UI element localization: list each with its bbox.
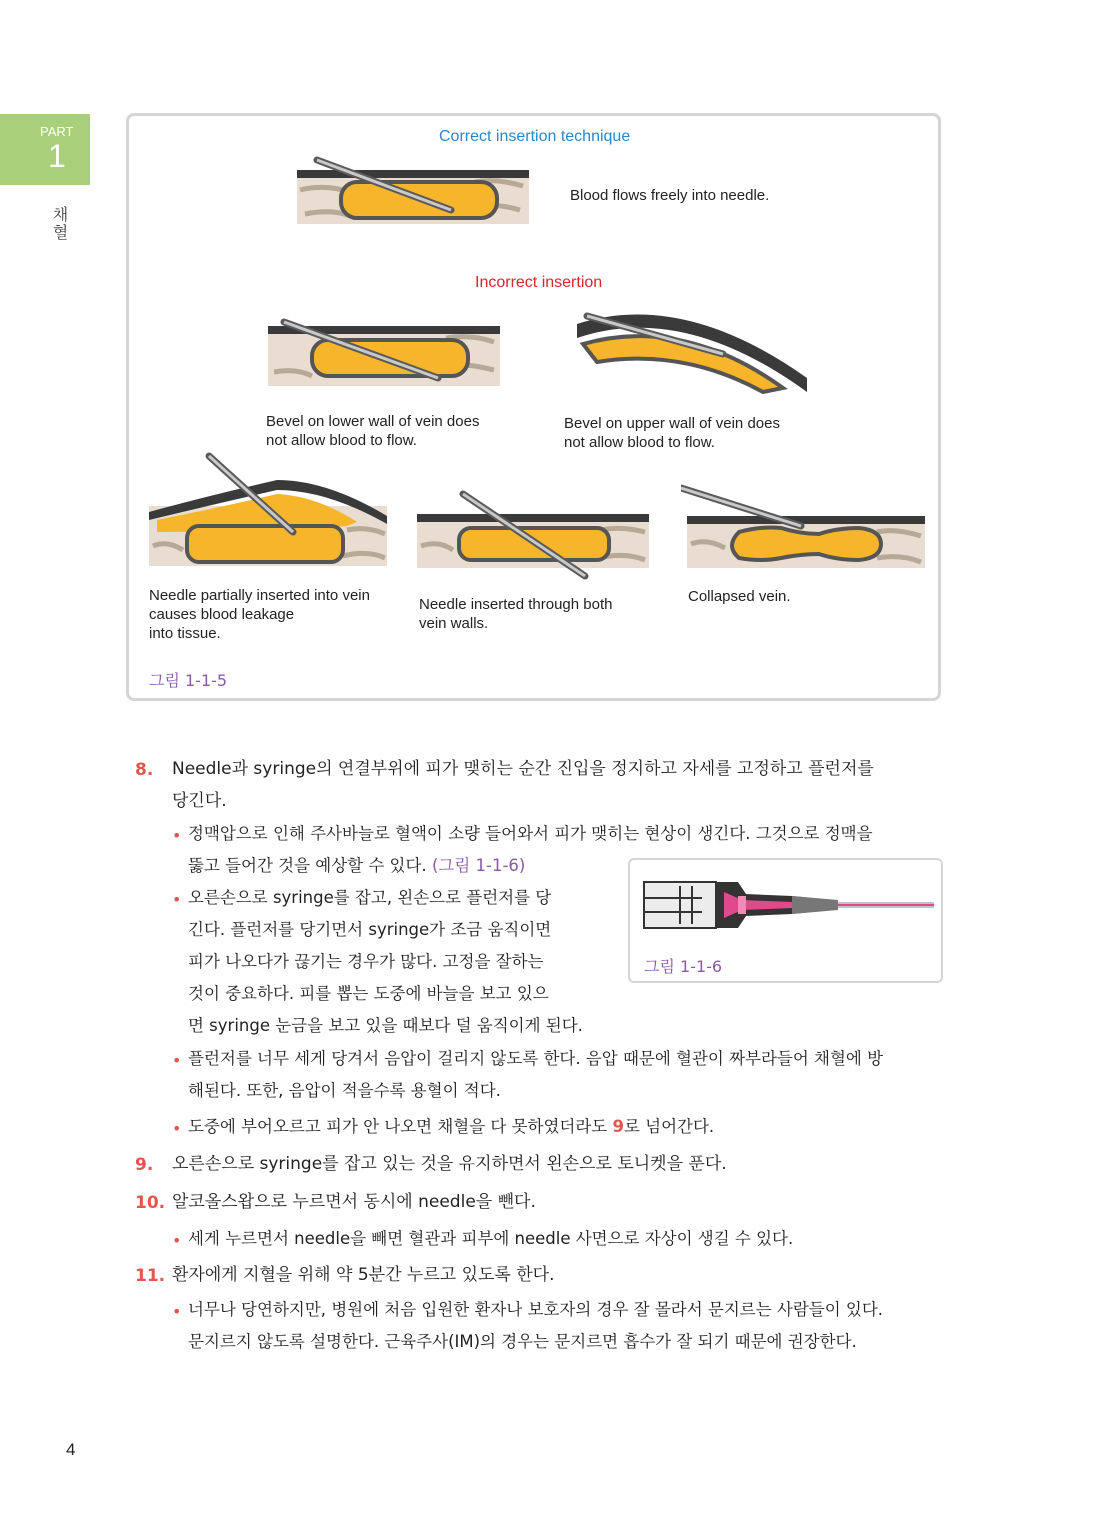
figure-insertion-techniques — [126, 113, 941, 701]
bullet-dot: • — [172, 1119, 182, 1138]
bullet-dot: • — [172, 1302, 182, 1321]
step-10-bullet-1: 세게 누르면서 needle을 빼면 혈관과 피부에 needle 사면으로 자상이 생길 수 있다. — [188, 1229, 794, 1248]
step-8-bullet-4-suffix: 로 넘어간다. — [623, 1117, 715, 1136]
step-8-bullet-3-line-2: 해된다. 또한, 음압이 적을수록 용혈이 적다. — [188, 1081, 501, 1100]
step-8-bullet-2-line-1: 오른손으로 syringe를 잡고, 왼손으로 플런저를 당 — [188, 888, 552, 907]
caption-correct: Blood flows freely into needle. — [570, 187, 770, 204]
step-number-10: 10. — [135, 1193, 166, 1213]
step-8-text — [172, 753, 874, 817]
illustration-through-both-walls — [415, 486, 651, 582]
caption-both-walls — [419, 595, 612, 633]
step-8-bullet-2-line-3: 피가 나오다가 끊기는 경우가 많다. 고정을 잘하는 — [188, 952, 544, 971]
step-11-bullet-1 — [188, 1294, 883, 1358]
caption-upper-wall — [564, 414, 780, 452]
correct-heading: Correct insertion technique — [439, 128, 631, 145]
part-number: 1 — [48, 138, 66, 174]
caption-lower-wall-line-2: not allow blood to flow. — [266, 432, 417, 449]
figure-label-1-1-5: 그림 1-1-5 — [149, 671, 228, 690]
step-8-bullet-3-line-1: 플런저를 너무 세게 당겨서 음압이 걸리지 않도록 한다. 음압 때문에 혈관이 짜부라들어 채혈에 방 — [188, 1049, 884, 1068]
caption-lower-wall-line-1: Bevel on lower wall of vein does — [266, 413, 480, 430]
figure-syringe — [628, 858, 943, 983]
step-8-bullet-4-text: 도중에 부어오르고 피가 안 나오면 채혈을 다 못하였더라도 — [188, 1117, 613, 1136]
step-8-bullet-2-line-4: 것이 중요하다. 피를 뽑는 도중에 바늘을 보고 있으 — [188, 984, 549, 1003]
caption-partial-line-3: into tissue. — [149, 625, 221, 642]
illustration-partial-insertion — [147, 446, 389, 570]
step-9-text: 오른손으로 syringe를 잡고 있는 것을 유지하면서 왼손으로 토니켓을 푼다. — [172, 1154, 727, 1174]
step-8-bullet-1-line-2: 뚫고 들어간 것을 예상할 수 있다. — [188, 856, 427, 875]
caption-partial-line-1: Needle partially inserted into vein — [149, 587, 370, 604]
bullet-dot: • — [172, 1051, 182, 1070]
step-11-text: 환자에게 지혈을 위해 약 5분간 누르고 있도록 한다. — [172, 1265, 555, 1285]
figure-label-1-1-6: 그림 1-1-6 — [644, 957, 723, 976]
caption-collapsed: Collapsed vein. — [688, 588, 791, 605]
step-8-bullet-2-line-2: 긴다. 플런저를 당기면서 syringe가 조금 움직이면 — [188, 920, 552, 939]
caption-upper-wall-line-1: Bevel on upper wall of vein does — [564, 415, 780, 432]
caption-partial — [149, 586, 370, 643]
step-reference-9: 9 — [612, 1117, 624, 1136]
caption-lower-wall — [266, 412, 479, 450]
bullet-dot: • — [172, 890, 182, 909]
bullet-dot: • — [172, 1231, 182, 1250]
bullet-dot: • — [172, 826, 182, 845]
part-label: PART — [40, 124, 74, 139]
caption-partial-line-2: causes blood leakage — [149, 606, 295, 623]
step-number-8: 8. — [135, 760, 154, 780]
step-10-text: 알코올스왑으로 누르면서 동시에 needle을 뺀다. — [172, 1192, 536, 1212]
caption-upper-wall-line-2: not allow blood to flow. — [564, 434, 715, 451]
chapter-title: 채혈 — [50, 206, 69, 242]
part-tab — [0, 114, 90, 182]
incorrect-heading: Incorrect insertion — [475, 274, 603, 291]
caption-both-walls-line-2: vein walls. — [419, 615, 489, 632]
step-11-bullet-1-line-1: 너무나 당연하지만, 병원에 처음 입원한 환자나 보호자의 경우 잘 몰라서 문지르는 사람들이 있다. — [188, 1300, 884, 1319]
step-8-bullet-2 — [188, 882, 583, 1042]
step-number-9: 9. — [135, 1155, 154, 1175]
step-11-bullet-1-line-2: 문지르지 않도록 설명한다. 근육주사(IM)의 경우는 문지르면 흡수가 잘 되기 때문에 권장한다. — [188, 1332, 857, 1351]
part-divider — [0, 182, 90, 185]
illustration-bevel-lower-wall — [266, 316, 502, 390]
step-8-bullet-2-line-5: 면 syringe 눈금을 보고 있을 때보다 덜 움직이게 된다. — [188, 1016, 583, 1035]
illustration-correct-insertion — [295, 156, 531, 230]
step-8-bullet-1-line-1: 정맥압으로 인해 주사바늘로 혈액이 소량 들어와서 피가 맺히는 현상이 생긴다. 그것으로 정맥을 — [188, 824, 873, 843]
illustration-syringe-needle — [642, 874, 937, 940]
page-number: 4 — [66, 1440, 76, 1459]
caption-both-walls-line-1: Needle inserted through both — [419, 596, 613, 613]
illustration-bevel-upper-wall — [573, 308, 811, 398]
step-8-bullet-4 — [188, 1111, 714, 1143]
figure-reference: (그림 1-1-6) — [431, 856, 526, 875]
step-8-line-2: 당긴다. — [172, 791, 227, 811]
step-number-11: 11. — [135, 1266, 166, 1286]
step-8-line-1: Needle과 syringe의 연결부위에 피가 맺히는 순간 진입을 정지하고 자세를 고정하고 플런저를 — [172, 759, 874, 779]
step-8-bullet-3 — [188, 1043, 883, 1107]
illustration-collapsed-vein — [681, 484, 929, 574]
